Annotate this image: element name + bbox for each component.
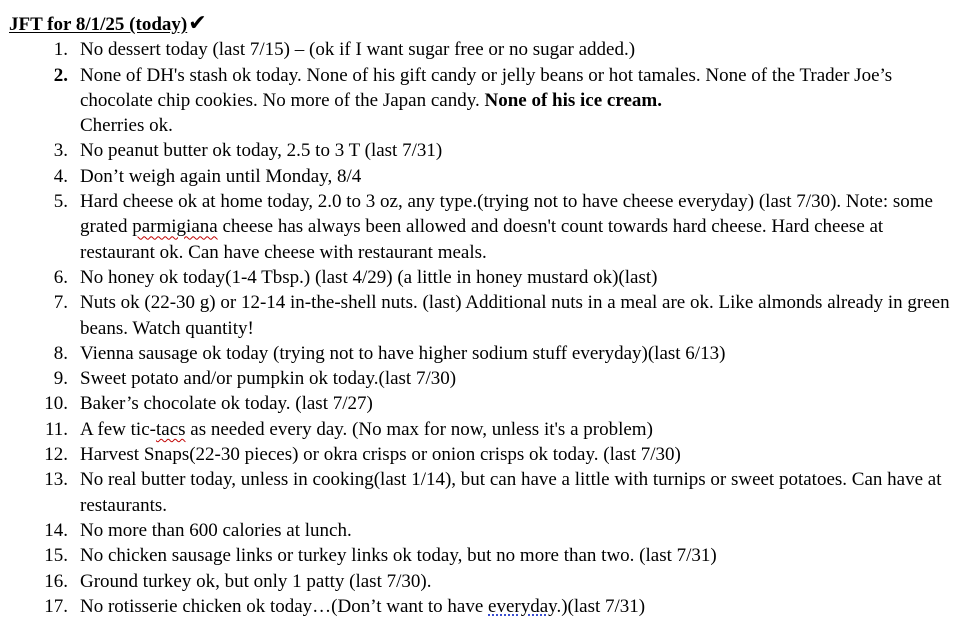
list-item (9, 594, 960, 619)
list-item (9, 189, 960, 265)
item-number: 14. (44, 519, 68, 541)
list-item (9, 467, 960, 518)
list-item (9, 37, 960, 62)
list-item (9, 417, 960, 442)
list-item (9, 341, 960, 366)
list-item (9, 543, 960, 568)
item-text: No real butter today, unless in cooking(last 1/14), but can have a little with turnips or sweet potatoes. Can have at restaurants. (80, 469, 942, 516)
item-text: Vienna sausage ok today (trying not to have higher sodium stuff everyday)(last 6/13) (80, 342, 726, 364)
item-number: 2. (53, 64, 68, 86)
item-text: None of DH's stash ok today. None of his gift candy or jelly beans or hot tamales. None of the Trader Joe’s chocolate chip cookies. No more of the Japan candy. None of his ice cream. Cherries ok. (80, 64, 893, 137)
item-text: No chicken sausage links or turkey links ok today, but no more than two. (last 7/31) (80, 545, 717, 567)
item-number: 10. (44, 393, 68, 415)
list-item (9, 391, 960, 416)
item-text: No honey ok today(1-4 Tbsp.) (last 4/29) (a little in honey mustard ok)(last) (80, 266, 658, 288)
list-item (9, 265, 960, 290)
spellcheck-underlined-word[interactable]: parmigiana (132, 216, 218, 238)
item-text: No more than 600 calories at lunch. (80, 519, 352, 541)
checkmark-icon: ✔ (188, 10, 207, 35)
list-item (9, 164, 960, 189)
item-number: 1. (53, 39, 68, 61)
item-number: 13. (44, 469, 68, 491)
item-number: 7. (53, 292, 68, 314)
item-text: No rotisserie chicken ok today…(Don’t want to have everyday.)(last 7/31) (80, 595, 646, 617)
item-text: Don’t weigh again until Monday, 8/4 (80, 165, 362, 187)
item-number: 4. (53, 165, 68, 187)
item-number: 9. (53, 368, 68, 390)
grammar-underlined-word[interactable]: everyday (488, 595, 557, 617)
spellcheck-underlined-word[interactable]: tacs (155, 418, 186, 440)
list-item (9, 63, 960, 139)
item-number: 3. (53, 140, 68, 162)
item-text: Harvest Snaps(22-30 pieces) or okra crisps or onion crisps ok today. (last 7/30) (80, 444, 681, 466)
item-number: 12. (44, 444, 68, 466)
item-text: Sweet potato and/or pumpkin ok today.(last 7/30) (80, 368, 457, 390)
item-text: Hard cheese ok at home today, 2.0 to 3 oz, any type.(trying not to have cheese everyday) (last 7/30). Note: some grated parmigiana cheese has always been allowed and doesn't count towards hard cheese. Hard cheese at restaurant ok. Can have cheese with restaurant meals. (80, 191, 933, 263)
item-text: No dessert today (last 7/15) – (ok if I want sugar free or no sugar added.) (80, 39, 636, 61)
title-text: JFT for 8/1/25 (today) (9, 14, 188, 35)
item-text: No peanut butter ok today, 2.5 to 3 T (last 7/31) (80, 140, 443, 162)
item-number: 5. (53, 191, 68, 213)
item-number: 15. (44, 545, 68, 567)
item-text: Nuts ok (22-30 g) or 12-14 in-the-shell nuts. (last) Additional nuts in a meal are ok. Like almonds already in green beans. Watch quantity! (80, 292, 950, 339)
list-item (9, 290, 960, 341)
item-text: Ground turkey ok, but only 1 patty (last 7/30). (80, 570, 432, 592)
item-text: A few tic-tacs as needed every day. (No max for now, unless it's a problem) (80, 418, 653, 440)
list-item (9, 518, 960, 543)
list-item (9, 366, 960, 391)
item-number: 16. (44, 570, 68, 592)
list-item (9, 442, 960, 467)
food-rules-list (9, 37, 960, 619)
item-number: 17. (44, 595, 68, 617)
emphasis-text: None of his ice cream. (484, 89, 662, 111)
item-number: 8. (53, 342, 68, 364)
list-item (9, 569, 960, 594)
item-number: 6. (53, 266, 68, 288)
document-title (9, 10, 960, 37)
item-text: Baker’s chocolate ok today. (last 7/27) (80, 393, 373, 415)
item-number: 11. (44, 418, 68, 440)
list-item (9, 138, 960, 163)
